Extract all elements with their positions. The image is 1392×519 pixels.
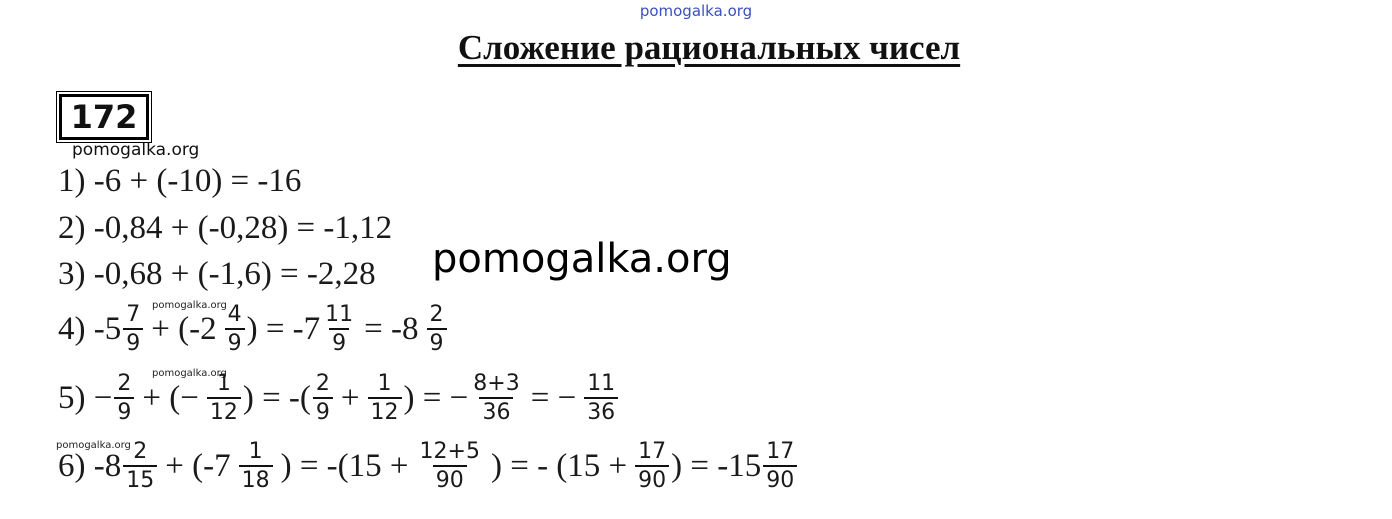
eq6-part-a: 6) -8 [58, 447, 122, 484]
eq5-fraction-5: $\frac{8+3}{36}$ [473, 371, 520, 426]
eq4-part-d: = -8 [364, 310, 419, 347]
problem-number: 172 [59, 94, 149, 140]
eq6-part-e: ) = -15 [671, 447, 762, 484]
eq5-part-a: 5) − [58, 379, 113, 416]
equation-1: 1) -6 + (-10) = -16 [58, 163, 302, 199]
eq5-part-d: + [340, 379, 360, 416]
line4-watermark: pomogalka.org [152, 300, 227, 311]
eq4-fraction-2: $\frac{4}{9}$ [225, 303, 245, 355]
page-title: Сложение рациональных чисел [457, 28, 961, 67]
eq5-fraction-6: $\frac{11}{36}$ [584, 372, 618, 424]
eq6-part-c: ) = -(15 + [280, 447, 409, 484]
eq5-part-c: ) = -( [242, 379, 311, 416]
problem-watermark: pomogalka.org [72, 140, 200, 160]
eq4-fraction-3: $\frac{11}{9}$ [325, 302, 354, 357]
equation-6 [58, 440, 799, 492]
line6-watermark: pomogalka.org [56, 440, 131, 451]
eq5-part-e: ) = − [403, 379, 469, 416]
eq5-fraction-1: $\frac{2}{9}$ [114, 372, 134, 424]
equation-2: 2) -0,84 + (-0,28) = -1,12 [58, 210, 393, 246]
eq5-part-b: + (− [142, 379, 199, 416]
line5-watermark: pomogalka.org [152, 368, 227, 379]
eq6-fraction-5: $\frac{17}{90}$ [763, 440, 797, 492]
eq5-part-f: = − [530, 379, 577, 416]
eq4-part-a: 4) -5 [58, 310, 122, 347]
equation-5 [58, 372, 620, 424]
eq4-fraction-4: $\frac{2}{9}$ [427, 303, 447, 355]
eq4-fraction-1: $\frac{7}{9}$ [123, 303, 143, 355]
eq5-fraction-3: $\frac{2}{9}$ [313, 372, 333, 424]
top-watermark: pomogalka.org [639, 2, 753, 20]
center-watermark: pomogalka.org [432, 236, 732, 282]
eq6-fraction-1: $\frac{2}{15}$ [123, 440, 157, 492]
eq4-part-b: + (-2 [151, 310, 217, 347]
eq6-part-b: + (-7 [165, 447, 231, 484]
eq6-fraction-4: $\frac{17}{90}$ [635, 440, 669, 492]
equation-4 [58, 303, 449, 355]
eq6-fraction-3: $\frac{12+5}{90}$ [419, 439, 480, 494]
eq5-fraction-2: $\frac{1}{12}$ [207, 372, 241, 424]
eq6-fraction-2: $\frac{1}{18}$ [239, 440, 273, 492]
eq5-fraction-4: $\frac{1}{12}$ [368, 372, 402, 424]
equation-3: 3) -0,68 + (-1,6) = -2,28 [58, 256, 376, 292]
eq4-part-c: ) = -7 [246, 310, 321, 347]
eq6-part-d: ) = - (15 + [490, 447, 628, 484]
